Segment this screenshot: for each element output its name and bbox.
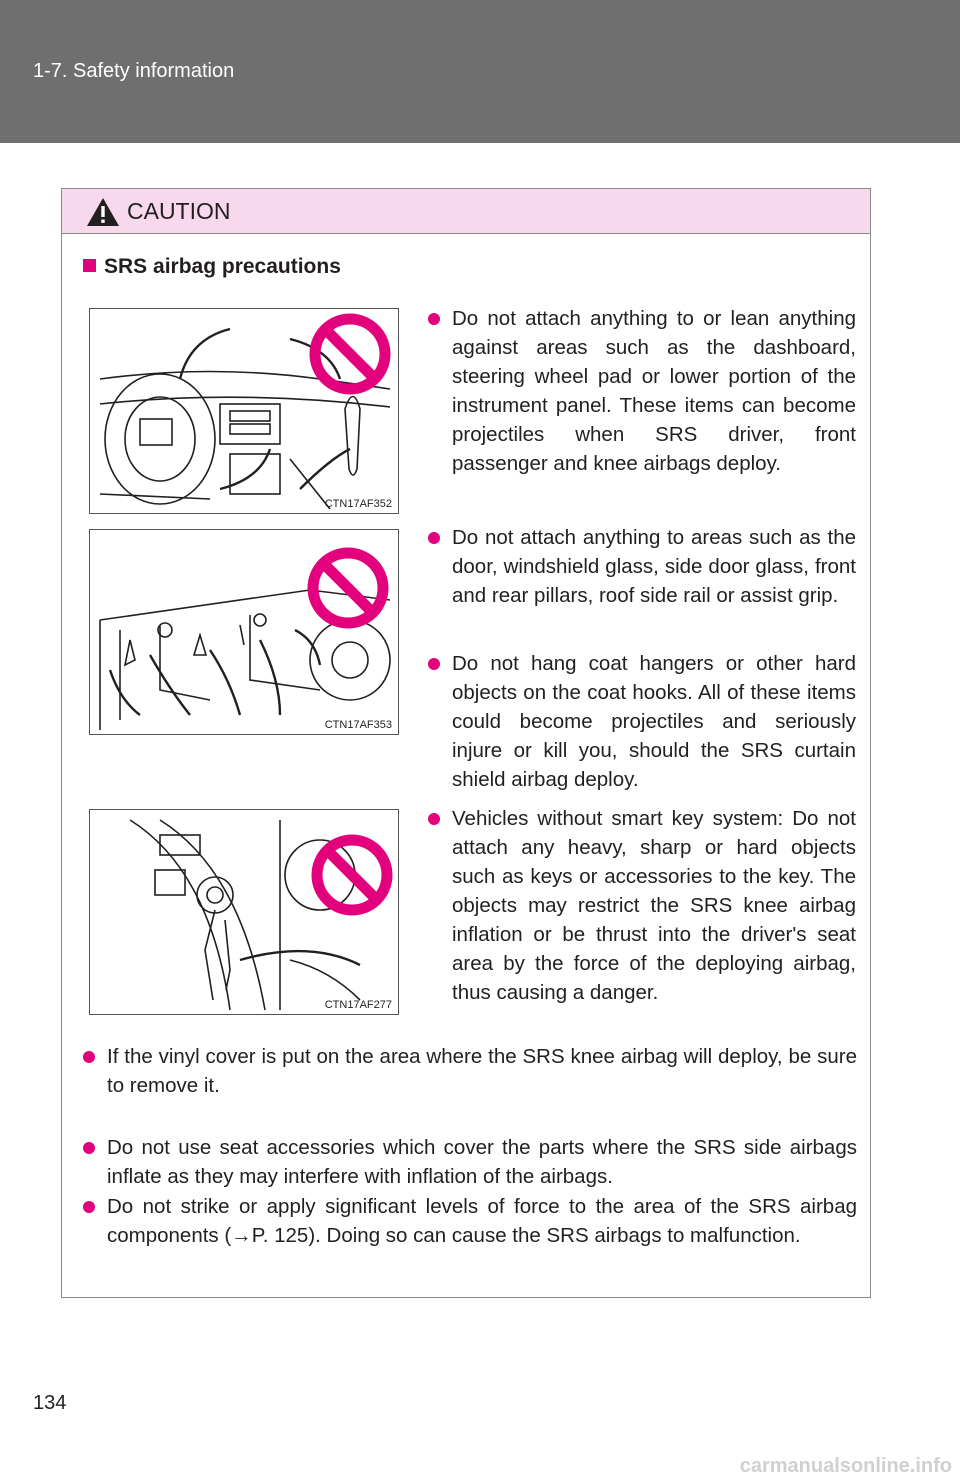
curtain-airbag-drawing bbox=[90, 530, 398, 734]
watermark: carmanualsonline.info bbox=[739, 1455, 952, 1477]
prohibition-icon bbox=[313, 553, 383, 623]
figure-code: CTN17AF352 bbox=[324, 498, 392, 510]
figure-code: CTN17AF353 bbox=[324, 719, 392, 731]
bullet-icon bbox=[428, 658, 440, 670]
bullet-icon bbox=[83, 1201, 95, 1213]
ignition-key-illustration bbox=[89, 809, 399, 1015]
warning-triangle-icon bbox=[86, 197, 120, 227]
list-item: Do not strike or apply significant levels of force to the area of the SRS airbag components (→P. 125). Doing so can cause the SRS airbags to malfunction. bbox=[83, 1192, 857, 1250]
list-item: Vehicles without smart key system: Do not attach any heavy, sharp or hard objects such as keys or accessories to the key. The objects may restrict the SRS knee airbag inflation or be thrust into the driver's seat area by the force of the deploying airbag, thus causing a danger. bbox=[428, 804, 856, 1007]
bullet-icon bbox=[83, 1051, 95, 1063]
bullet-icon bbox=[83, 1142, 95, 1154]
list-item: Do not attach anything to areas such as the door, windshield glass, side door glass, front and rear pillars, roof side rail or assist grip. bbox=[428, 523, 856, 610]
ignition-key-drawing bbox=[90, 810, 398, 1014]
caution-header bbox=[62, 189, 870, 234]
bullet-icon bbox=[428, 532, 440, 544]
list-item: Do not hang coat hangers or other hard objects on the coat hooks. All of these items could become projectiles and seriously injure or kill you, should the SRS curtain shield airbag deploy. bbox=[428, 649, 856, 794]
curtain-airbag-area-illustration bbox=[89, 529, 399, 735]
instrument-panel-drawing bbox=[90, 309, 398, 513]
list-item: Do not attach anything to or lean anything against areas such as the dashboard, steering wheel pad or lower portion of the instrument panel. These items can become projectiles when SRS driver, front passenger and knee airbags deploy. bbox=[428, 304, 856, 478]
figure-code: CTN17AF277 bbox=[324, 999, 392, 1011]
page-header bbox=[0, 0, 960, 143]
bullet-icon bbox=[428, 313, 440, 325]
section-title-header: 1-7. Safety information bbox=[33, 60, 235, 82]
airbag-precautions-heading: SRS airbag precautions bbox=[83, 255, 341, 279]
caution-box bbox=[61, 188, 871, 1298]
page-number: 134 bbox=[33, 1392, 67, 1414]
caution-label: CAUTION bbox=[127, 198, 231, 224]
prohibition-icon bbox=[317, 840, 387, 910]
bullet-icon bbox=[428, 813, 440, 825]
list-item: Do not use seat accessories which cover the parts where the SRS side airbags inflate as they may interfere with inflation of the airbags. bbox=[83, 1133, 857, 1191]
instrument-panel-illustration bbox=[89, 308, 399, 514]
heading-square-icon bbox=[83, 259, 96, 272]
list-item: If the vinyl cover is put on the area where the SRS knee airbag will deploy, be sure to remove it. bbox=[83, 1042, 857, 1100]
prohibition-icon bbox=[315, 319, 385, 389]
